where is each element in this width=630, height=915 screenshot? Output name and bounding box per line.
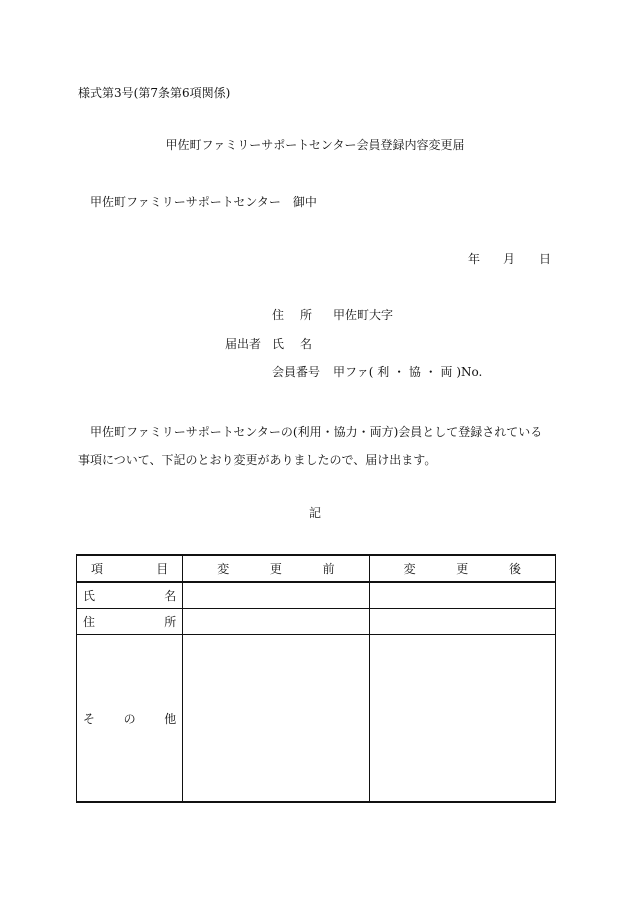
row-label-char: そ (83, 711, 96, 726)
row-label-char: の (123, 711, 136, 726)
ki-heading: 記 (308, 506, 321, 520)
body-text: 甲佐町ファミリーサポートセンターの(利用・協力・両方)会員として登録されている事項について、下記のとおり変更がありましたので、届け出ます。 (78, 425, 543, 467)
address-before-cell[interactable] (183, 609, 369, 635)
header-item-char: 項 (91, 562, 104, 576)
row-label-char: 氏 (83, 589, 96, 603)
member-number-label: 会員番号 (272, 365, 321, 379)
header-after-char: 更 (456, 562, 469, 576)
header-after-char: 変 (403, 562, 416, 576)
header-before-char: 更 (269, 562, 282, 576)
row-label-char: 他 (164, 711, 177, 726)
table-row-address (77, 609, 556, 635)
date-year-label: 年 (468, 252, 481, 266)
submitter-label: 届出者 (225, 337, 262, 351)
row-label-name (77, 582, 183, 609)
name-before-cell[interactable] (183, 582, 369, 609)
address-value: 甲佐町大字 (333, 308, 394, 322)
name-label: 氏名 (272, 337, 329, 351)
member-number-value: 甲ファ( 利 ・ 協 ・ 両 )No. (333, 365, 483, 379)
header-before-char: 変 (217, 562, 230, 576)
header-after (369, 555, 555, 582)
other-after-cell[interactable] (369, 635, 555, 803)
row-label-char: 住 (83, 615, 96, 629)
header-before-char: 前 (322, 562, 335, 576)
address-label: 住所 (272, 308, 329, 322)
header-item (77, 555, 183, 582)
table-row-other (77, 635, 556, 803)
other-before-cell[interactable] (183, 635, 369, 803)
table-header-row (77, 555, 556, 582)
table-row-name (77, 582, 556, 609)
header-after-char: 後 (508, 562, 521, 576)
change-table (76, 554, 556, 803)
header-before (183, 555, 369, 582)
form-number: 様式第3号(第7条第6項関係) (78, 86, 231, 100)
date-day-label: 日 (539, 252, 552, 266)
header-item-char: 目 (156, 562, 169, 576)
addressee: 甲佐町ファミリーサポートセンター 御中 (90, 195, 317, 209)
document-title: 甲佐町ファミリーサポートセンター会員登録内容変更届 (165, 138, 465, 152)
row-label-address (77, 609, 183, 635)
address-after-cell[interactable] (369, 609, 555, 635)
row-label-char: 名 (164, 589, 177, 603)
name-after-cell[interactable] (369, 582, 555, 609)
row-label-char: 所 (164, 615, 177, 629)
row-label-other (77, 635, 183, 803)
date-month-label: 月 (503, 252, 516, 266)
